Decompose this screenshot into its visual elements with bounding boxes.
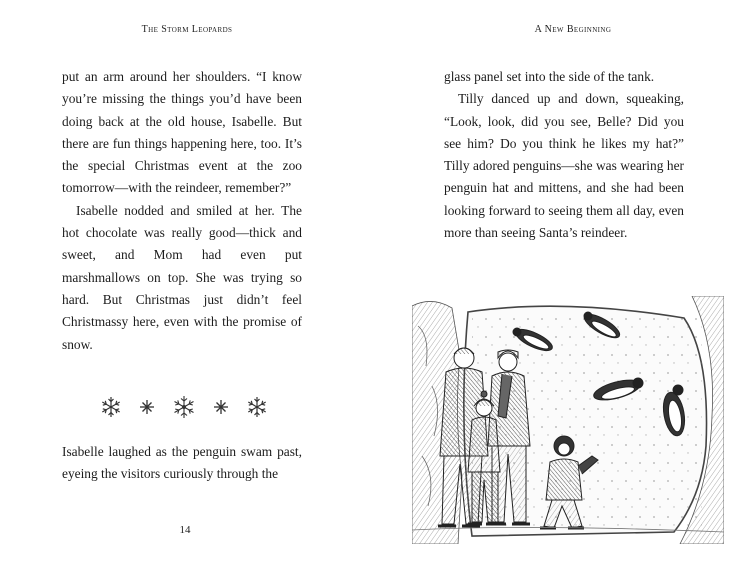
- right-paragraph-2: Tilly danced up and down, squeaking, “Look, look, did you see, Belle? Did you see him? Do you think he likes my hat?” Tilly adored penguins—she was wearing her penguin hat and mittens, and she had been looking forward to seeing them all day, even more than seeing Santa’s reindeer.: [444, 91, 684, 241]
- snowflake-icon: [246, 396, 268, 418]
- right-paragraph-1: glass panel set into the side of the tank.: [444, 69, 655, 84]
- page-number: 14: [179, 524, 191, 536]
- snowflake-icon: [100, 396, 122, 418]
- section-break-ornaments: [100, 394, 268, 420]
- left-running-head: The Storm Leopards: [141, 24, 233, 35]
- left-paragraph-2: Isabelle nodded and smiled at her. The hot chocolate was really good—thick and sweet, and Mom had even put marshmallows on top. She was trying so hard. But Christmas just didn’t feel Christmassy here, even with the promise of snow.: [62, 202, 302, 352]
- left-page-text: [62, 66, 302, 356]
- right-page-text: [444, 66, 684, 244]
- penguin-tank-illustration-icon: [412, 296, 724, 544]
- snowflake-icon: [172, 395, 196, 419]
- left-paragraph-1: put an arm around her shoulders. “I know you’re missing the things you’d have been doing back at the old house, Isabelle. But there are fun things happening here, too. It’s the special Christmas event at the zoo tomorrow—with the reindeer, remember?”: [62, 69, 302, 196]
- right-running-head: A New Beginning: [534, 24, 612, 35]
- left-page-text-continued: [62, 441, 302, 486]
- small-snowflake-icon: [213, 399, 229, 415]
- small-snowflake-icon: [139, 399, 155, 415]
- left-paragraph-3: Isabelle laughed as the penguin swam past, eyeing the visitors curiously through the: [62, 444, 302, 482]
